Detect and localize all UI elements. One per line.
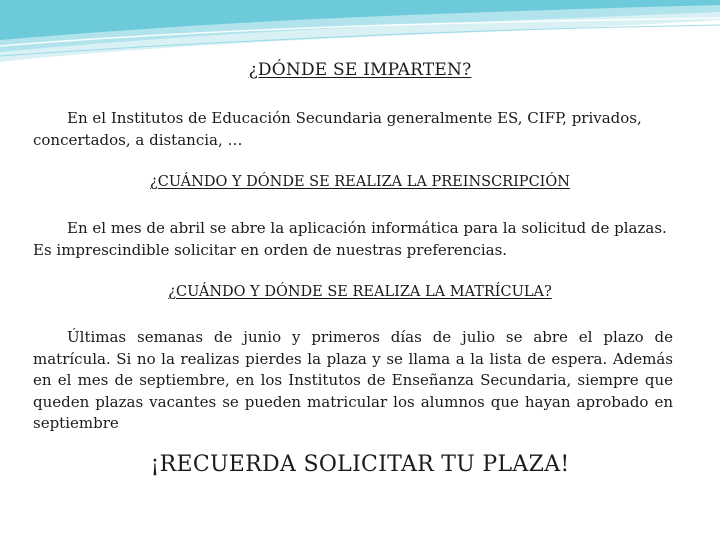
paragraph-where-text: En el Institutos de Educación Secundaria generalmente ES, CIFP, privados, concertados, a distancia, … <box>33 109 642 149</box>
paragraph-where <box>33 108 673 151</box>
paragraph-enrollment <box>33 327 673 435</box>
heading-preinscription: ¿CUÁNDO Y DÓNDE SE REALIZA LA PREINSCRIPCIÓN <box>150 174 570 190</box>
heading-enrollment: ¿CUÁNDO Y DÓNDE SE REALIZA LA MATRÍCULA? <box>168 284 552 300</box>
paragraph-enrollment-text: Últimas semanas de junio y primeros días de julio se abre el plazo de matrícula. Si no la realizas pierdes la plaza y se llama a la lista de espera. Además en el mes de septiembre, en los Institutos de Enseñanza Secundaria, siempre que queden plazas vacantes se pueden matricular los alumnos que hayan aprobado en septiembre <box>33 328 673 432</box>
paragraph-preinscription-text: En el mes de abril se abre la aplicación informática para la solicitud de plazas. Es imprescindible solicitar en orden de nuestras preferencias. <box>33 219 667 259</box>
paragraph-preinscription <box>33 218 673 261</box>
heading-where: ¿DÓNDE SE IMPARTEN? <box>248 60 472 80</box>
reminder-text: ¡RECUERDA SOLICITAR TU PLAZA! <box>150 452 570 477</box>
